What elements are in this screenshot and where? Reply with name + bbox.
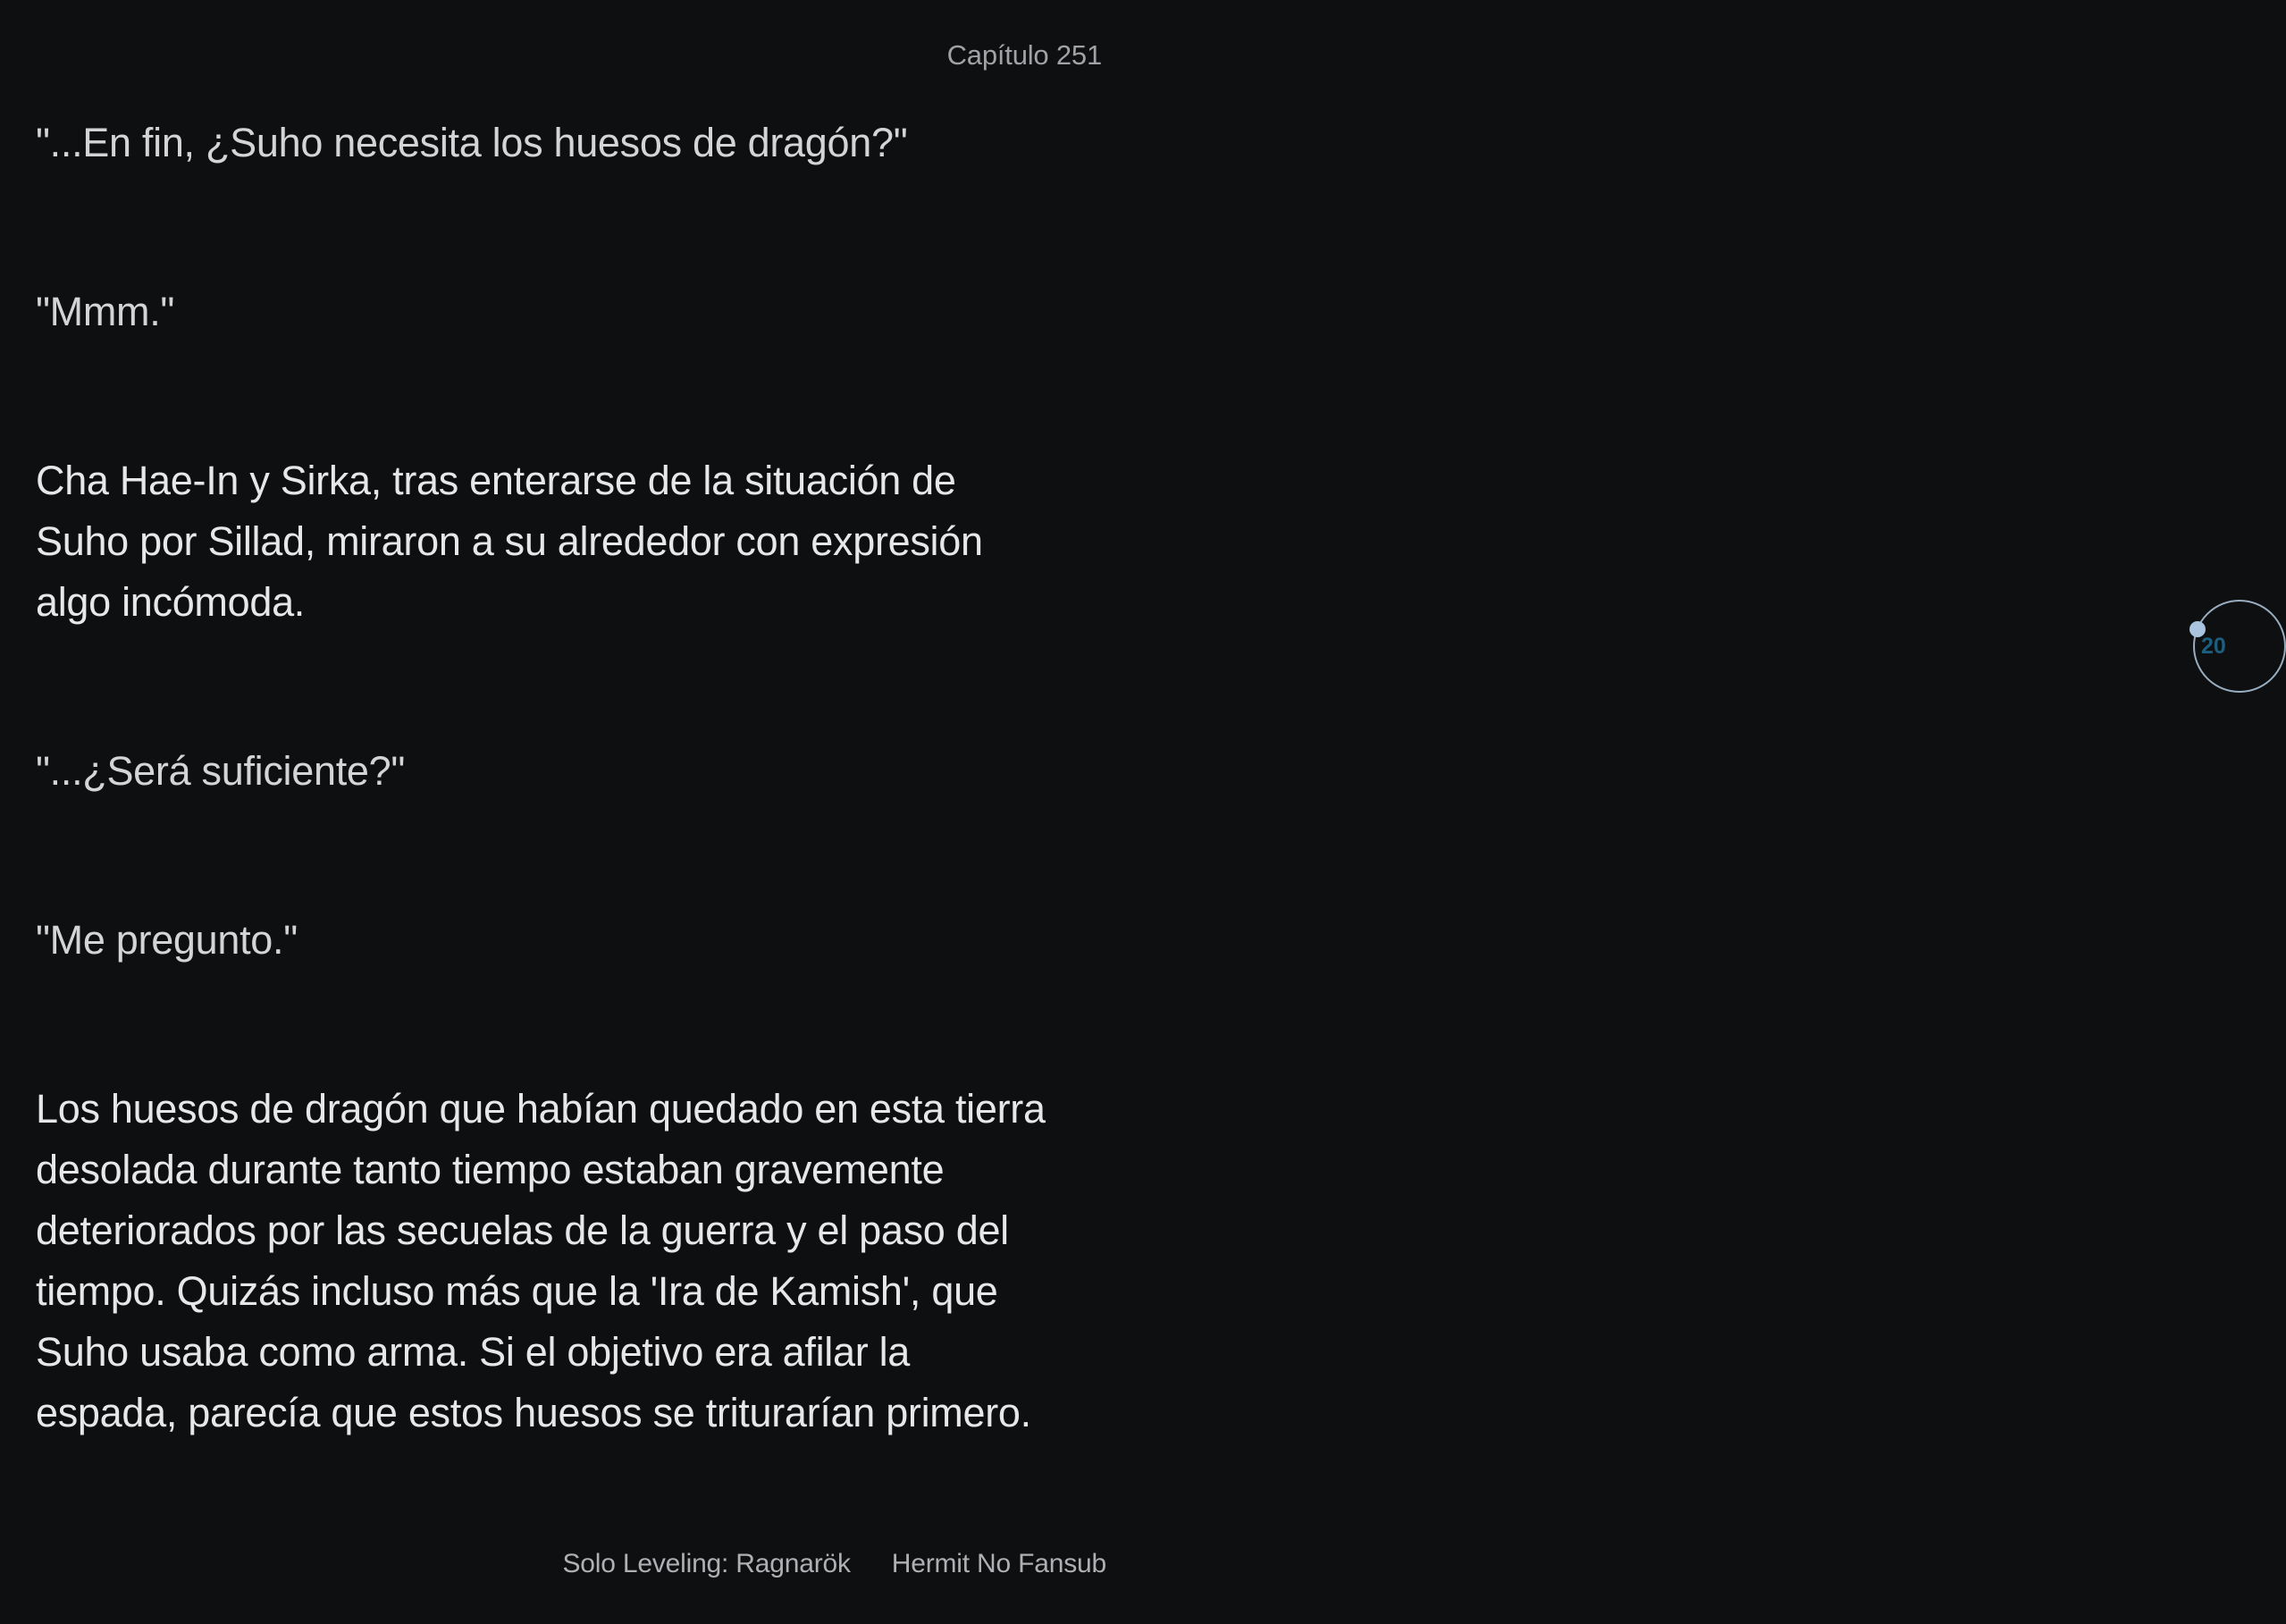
text-line: desolada durante tanto tiempo estaban gravemente (36, 1147, 945, 1192)
paragraph (36, 282, 1108, 342)
paragraph (36, 910, 1108, 971)
text-line: tiempo. Quizás incluso más que la 'Ira de Kamish', que (36, 1268, 998, 1314)
text-line: "Mmm." (36, 289, 175, 334)
paragraph (36, 113, 1108, 173)
paragraph (36, 741, 1108, 802)
paragraph (36, 450, 1108, 633)
chapter-header: Capítulo 251 (946, 39, 1102, 71)
text-line: espada, parecía que estos huesos se triturarían primero. (36, 1390, 1031, 1435)
text-line: Los huesos de dragón que habían quedado en esta tierra (36, 1086, 1046, 1132)
text-line: algo incómoda. (36, 579, 306, 625)
text-line: deteriorados por las secuelas de la guerra y el paso del (36, 1207, 1009, 1253)
text-line: Suho usaba como arma. Si el objetivo era afilar la (36, 1329, 911, 1375)
text-line: "Me pregunto." (36, 917, 298, 963)
text-line: "...En fin, ¿Suho necesita los huesos de dragón?" (36, 120, 908, 165)
comment-badge[interactable] (1090, 295, 2226, 659)
footer-book-title: Solo Leveling: Ragnarök (562, 1549, 851, 1578)
page-footer (0, 1546, 1106, 1582)
text-line: Cha Hae-In y Sirka, tras enterarse de la situación de (36, 458, 956, 503)
paragraph (36, 1079, 1108, 1443)
footer-fansub-credit: Hermit No Fansub (891, 1549, 1106, 1578)
text-line: Suho por Sillad, miraron a su alrededor con expresión (36, 518, 983, 564)
document-body (36, 113, 1108, 1552)
text-line: "...¿Será suficiente?" (36, 748, 406, 794)
comment-count: 20 (2201, 634, 2226, 659)
